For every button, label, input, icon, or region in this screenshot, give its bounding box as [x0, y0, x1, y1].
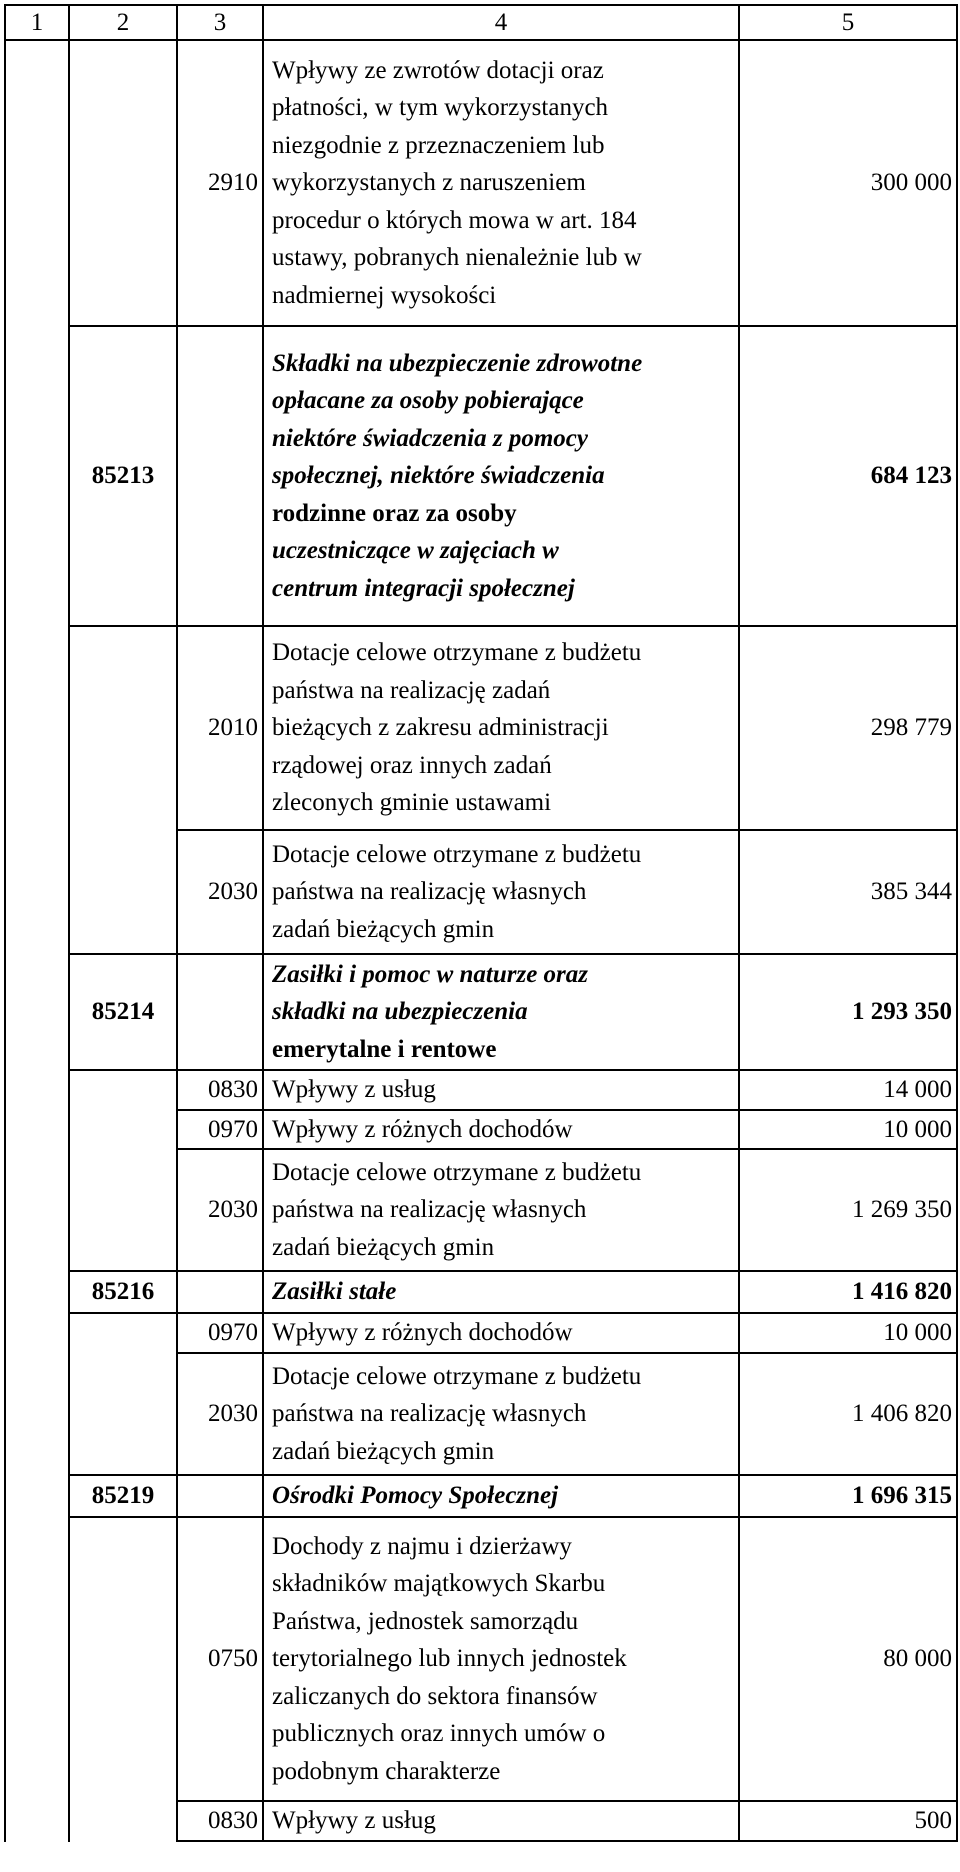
description-cell — [263, 1517, 739, 1801]
section-row — [5, 1271, 957, 1313]
amount-cell: 385 344 — [739, 830, 957, 954]
description-line: zadań bieżących gmin — [272, 915, 495, 943]
description-line: Wpływy ze zwrotów dotacji oraz — [272, 56, 604, 84]
header-col-3: 3 — [177, 5, 263, 40]
table-row — [5, 1070, 957, 1110]
table-row — [5, 1313, 957, 1353]
code-cell — [177, 326, 263, 626]
section-number: 85213 — [69, 326, 177, 626]
section-amount: 1 696 315 — [739, 1475, 957, 1517]
section-title-line: Składki na ubezpieczenie zdrowotne — [272, 349, 643, 377]
description-cell: Wpływy z usług — [263, 1801, 739, 1841]
section-title-cell: Zasiłki stałe — [263, 1271, 739, 1313]
budget-table — [4, 4, 958, 1842]
description-line: Państwa, jednostek samorządu — [272, 1607, 579, 1635]
code-cell: 2010 — [177, 626, 263, 830]
table-row — [5, 626, 957, 830]
code-cell: 0970 — [177, 1110, 263, 1150]
amount-cell: 1 406 820 — [739, 1353, 957, 1475]
amount-cell: 10 000 — [739, 1110, 957, 1150]
section-row — [5, 326, 957, 626]
spacer-cell — [177, 1841, 263, 1842]
description-line: Dochody z najmu i dzierżawy — [272, 1532, 572, 1560]
header-col-5: 5 — [739, 5, 957, 40]
description-line: niezgodnie z przeznaczeniem lub — [272, 131, 605, 159]
description-line: nadmiernej wysokości — [272, 281, 497, 309]
description-line: Dotacje celowe otrzymane z budżetu — [272, 639, 642, 667]
header-col-4: 4 — [263, 5, 739, 40]
description-line: państwa na realizację zadań — [272, 676, 551, 704]
section-title-cell: Ośrodki Pomocy Społecznej — [263, 1475, 739, 1517]
section-title-line: opłacane za osoby pobierające — [272, 387, 584, 415]
section-amount: 684 123 — [739, 326, 957, 626]
chapter-cell — [5, 40, 69, 1842]
code-cell: 2910 — [177, 40, 263, 326]
description-cell — [263, 830, 739, 954]
spacer-cell — [739, 1841, 957, 1842]
amount-cell: 10 000 — [739, 1313, 957, 1353]
description-line: bieżących z zakresu administracji — [272, 714, 609, 742]
amount-cell: 300 000 — [739, 40, 957, 326]
code-cell: 2030 — [177, 1353, 263, 1475]
amount-cell: 298 779 — [739, 626, 957, 830]
section-title-cell — [263, 954, 739, 1070]
description-line: rządowej oraz innych zadań — [272, 751, 552, 779]
description-cell — [263, 40, 739, 326]
description-line: państwa na realizację własnych — [272, 878, 587, 906]
description-line: Dotacje celowe otrzymane z budżetu — [272, 1362, 642, 1390]
description-line: składników majątkowych Skarbu — [272, 1570, 606, 1598]
code-cell: 0830 — [177, 1801, 263, 1841]
section-number: 85214 — [69, 954, 177, 1070]
description-line: podobnym charakterze — [272, 1757, 501, 1785]
section-title-line: niektóre świadczenia z pomocy — [272, 424, 588, 452]
code-cell: 0830 — [177, 1070, 263, 1110]
section-cell — [69, 1313, 177, 1475]
section-cell — [69, 40, 177, 326]
header-col-1: 1 — [5, 5, 69, 40]
description-line: publicznych oraz innych umów o — [272, 1720, 606, 1748]
description-line: zleconych gminie ustawami — [272, 789, 552, 817]
description-line: Dotacje celowe otrzymane z budżetu — [272, 840, 642, 868]
description-line: zadań bieżących gmin — [272, 1437, 495, 1465]
description-cell: Wpływy z różnych dochodów — [263, 1313, 739, 1353]
header-col-2: 2 — [69, 5, 177, 40]
table-row — [5, 40, 957, 326]
section-amount: 1 293 350 — [739, 954, 957, 1070]
code-cell: 2030 — [177, 830, 263, 954]
table-row — [5, 1517, 957, 1801]
section-number: 85219 — [69, 1475, 177, 1517]
section-title-line: społecznej, niektóre świadczenia — [272, 462, 605, 490]
section-row — [5, 1475, 957, 1517]
description-line: Dotacje celowe otrzymane z budżetu — [272, 1158, 642, 1186]
description-line: zadań bieżących gmin — [272, 1233, 495, 1261]
description-line: wykorzystanych z naruszeniem — [272, 169, 586, 197]
section-title-line: Zasiłki i pomoc w naturze oraz — [272, 960, 589, 988]
section-title-line: emerytalne i rentowe — [272, 1035, 497, 1063]
amount-cell: 14 000 — [739, 1070, 957, 1110]
spacer-cell — [263, 1841, 739, 1842]
header-row — [5, 5, 957, 40]
code-cell: 0750 — [177, 1517, 263, 1801]
section-cell — [69, 1517, 177, 1842]
amount-cell: 1 269 350 — [739, 1149, 957, 1271]
amount-cell: 500 — [739, 1801, 957, 1841]
description-line: państwa na realizację własnych — [272, 1400, 587, 1428]
code-cell: 0970 — [177, 1313, 263, 1353]
description-cell: Wpływy z usług — [263, 1070, 739, 1110]
section-title-line: uczestniczące w zajęciach w — [272, 537, 559, 565]
section-title-line: składki na ubezpieczenia — [272, 998, 528, 1026]
description-cell — [263, 1353, 739, 1475]
description-cell: Wpływy z różnych dochodów — [263, 1110, 739, 1150]
description-line: terytorialnego lub innych jednostek — [272, 1645, 627, 1673]
code-cell — [177, 954, 263, 1070]
description-cell — [263, 626, 739, 830]
description-line: zaliczanych do sektora finansów — [272, 1682, 598, 1710]
section-amount: 1 416 820 — [739, 1271, 957, 1313]
description-cell — [263, 1149, 739, 1271]
description-line: ustawy, pobranych nienależnie lub w — [272, 244, 642, 272]
description-line: płatności, w tym wykorzystanych — [272, 94, 609, 122]
section-cell — [69, 1070, 177, 1271]
section-title-line: rodzinne oraz za osoby — [272, 499, 517, 527]
code-cell — [177, 1475, 263, 1517]
section-number: 85216 — [69, 1271, 177, 1313]
section-row — [5, 954, 957, 1070]
description-line: państwa na realizację własnych — [272, 1196, 587, 1224]
code-cell — [177, 1271, 263, 1313]
amount-cell: 80 000 — [739, 1517, 957, 1801]
section-title-line: centrum integracji społecznej — [272, 574, 575, 602]
section-cell — [69, 626, 177, 954]
code-cell: 2030 — [177, 1149, 263, 1271]
section-title-cell — [263, 326, 739, 626]
description-line: procedur o których mowa w art. 184 — [272, 206, 637, 234]
